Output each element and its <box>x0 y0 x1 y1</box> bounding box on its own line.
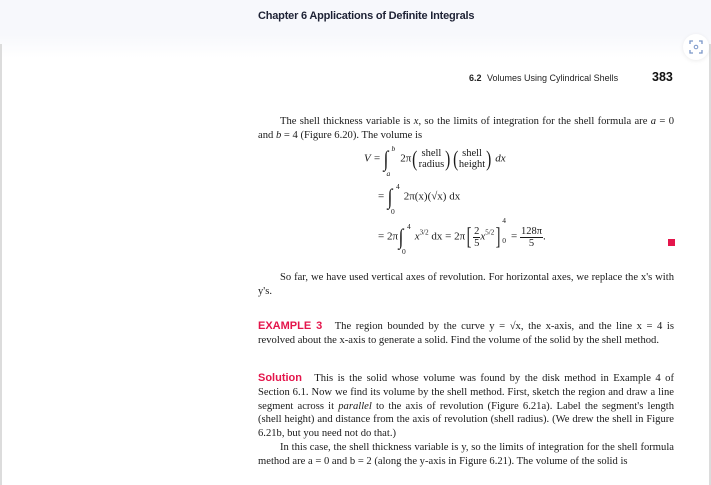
screenshot-scan-button[interactable] <box>683 34 709 60</box>
equation-line-2: = ∫ 4 0 2π(x)(√x) dx <box>378 182 461 216</box>
page-left-border <box>0 44 2 485</box>
end-of-proof-square <box>668 239 675 246</box>
solution-continued: In this case, the shell thickness variable is y, so the limits of integration for the shell formula method are a = 0 and b = 2 (along the y-axis in Figure 6.21). The volume of the solid is <box>258 442 674 467</box>
page-number: 383 <box>652 70 673 84</box>
section-number: 6.2 <box>469 73 482 83</box>
section-title: Volumes Using Cylindrical Shells <box>487 73 619 83</box>
paragraph-horizontal-axes: So far, we have used vertical axes of revolution. For horizontal axes, we replace the x's with y's. <box>258 272 674 297</box>
chapter-title: Chapter 6 Applications of Definite Integrals <box>258 10 475 22</box>
running-head <box>469 73 618 83</box>
result-fraction: $\frac{128\pi}{5}$ <box>520 225 542 249</box>
shell-radius-stack: shell radius <box>418 148 445 170</box>
equation-line-1: V = ∫ b a 2π( shell radius )( shell height ) dx <box>364 144 506 178</box>
solution: Solution This is the solid whose volume was found by the disk method in Example 4 of Section 6.1. Now we find its volume by the shell method. First, sketch the region and draw a line segment across it parallel to the axis of revolution (Figure 6.21a). Label the segment's length (shell height) and distance from the axis of revolution (shell radius). (We drew the shell in Figure 6.21b, but you need not do that.) <box>258 372 674 440</box>
chapter-header-bar <box>0 0 711 58</box>
solution-label: Solution <box>258 372 302 384</box>
integral-sign: ∫ <box>384 146 389 171</box>
example-label: EXAMPLE 3 <box>258 320 323 332</box>
shell-height-stack: shell height <box>458 148 486 170</box>
paragraph-limits: The shell thickness variable is x, so the limits of integration for the shell formula are a = 0 and b = 4 (Figure 6.20). The volume is <box>258 116 674 141</box>
example-3 <box>258 320 674 348</box>
screenshot-scan-icon <box>689 40 703 54</box>
example-text: The region bounded by the curve y = √x, the x-axis, and the line x = 4 is revolved about the x-axis to generate a solid. Find the volume of the solid by the shell method. <box>258 321 674 346</box>
equation-line-3: = 2π∫ 4 0 $x^{3/2}$ dx = 2π[ $\frac{2}{5}$ $x^{5/2}$] 4 0 = $\frac{128\pi}{5}$ . <box>378 215 546 256</box>
